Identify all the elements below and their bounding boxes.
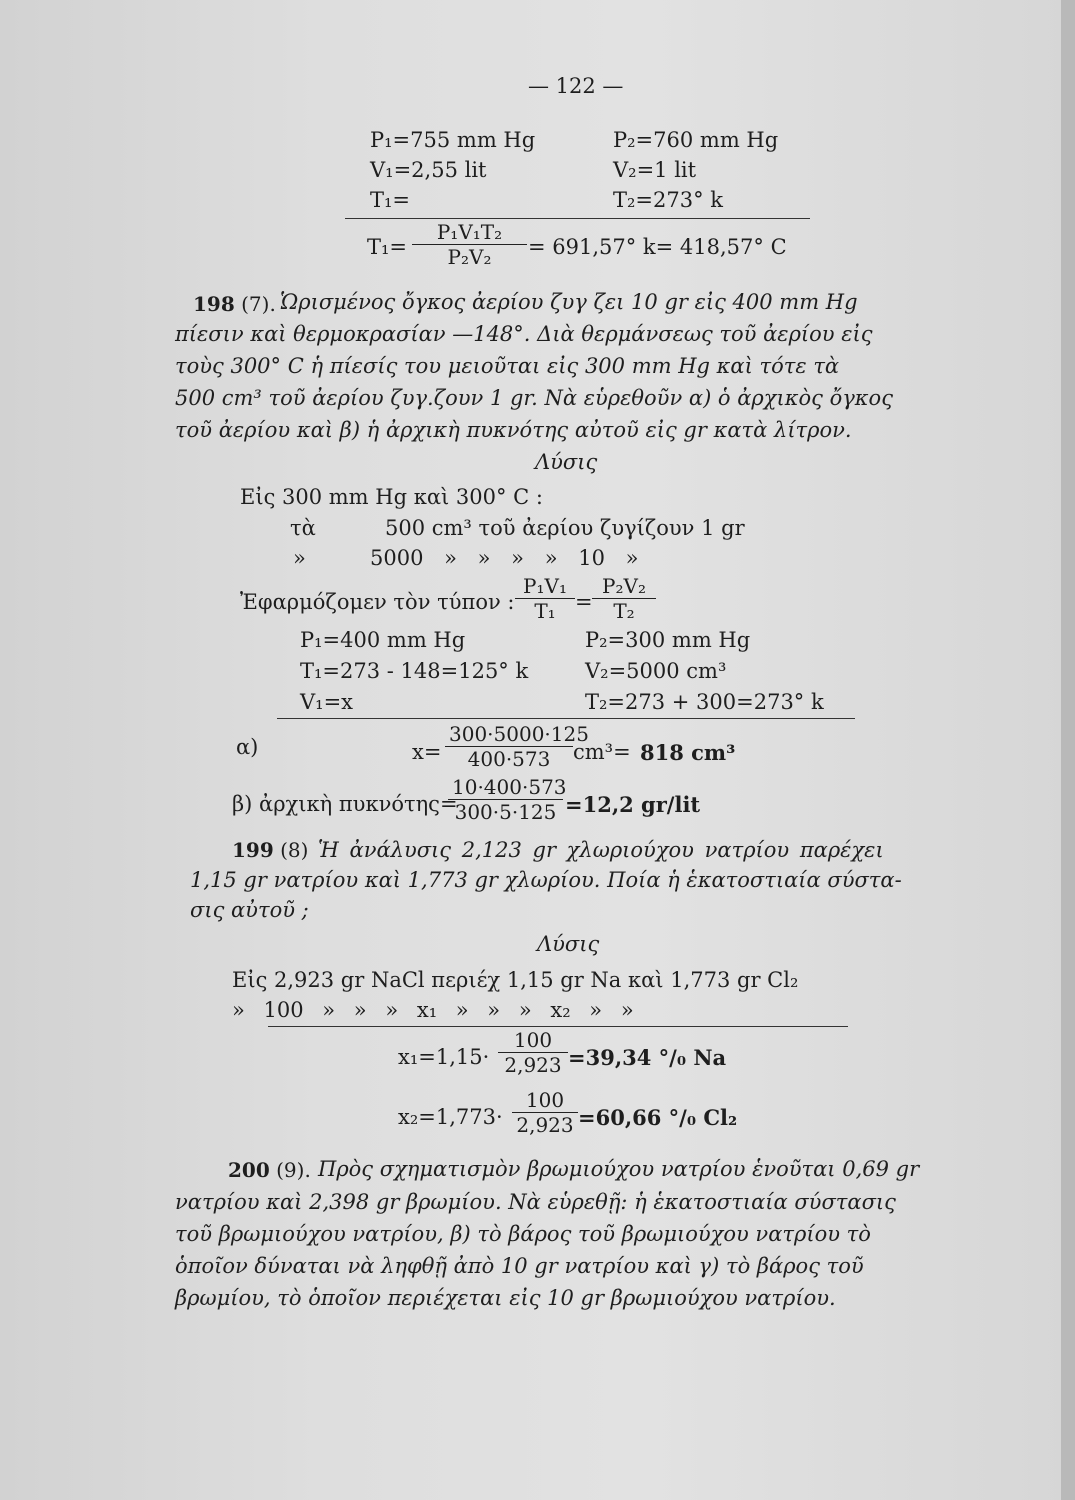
page-number: — 122 — bbox=[528, 74, 624, 98]
problem-199-line-2: 1,15 gr νατρίου καὶ 1,773 gr χλωρίου. Ποία ἡ ἑκατοστιαία σύστα- bbox=[190, 868, 902, 892]
formula-fraction bbox=[412, 220, 527, 269]
problem-200-line-2: νατρίου καὶ 2,398 gr βρωμίου. Νὰ εὑρεθῇ: ἡ ἑκατοστιαία σύστασις bbox=[175, 1190, 896, 1214]
given-t2: T₂=273° k bbox=[613, 188, 724, 212]
problem-200-header bbox=[228, 1158, 311, 1182]
divider bbox=[345, 218, 810, 219]
apply-fraction-1 bbox=[515, 574, 575, 623]
row1-a: τὰ bbox=[290, 516, 316, 540]
given-v1: V₁=2,55 lit bbox=[370, 158, 487, 182]
answer-a-num: 300·5000·125 bbox=[445, 722, 573, 747]
given-t2-b: T₂=273 + 300=273° k bbox=[585, 690, 824, 714]
given-p2-b: P₂=300 mm Hg bbox=[585, 628, 751, 652]
problem-199-line-1: Ἡ ἀνάλυσις 2,123 gr χλωριούχου νατρίου παρέχει bbox=[318, 838, 884, 862]
problem-ref: (7). bbox=[241, 292, 276, 316]
x2-fraction bbox=[512, 1088, 578, 1137]
answer-b-num: 10·400·573 bbox=[448, 775, 563, 800]
apply-label: Ἐφαρμόζομεν τὸν τύπον : bbox=[240, 590, 515, 614]
problem-199-line-3: σις αὐτοῦ ; bbox=[190, 898, 309, 922]
apply-den-2: T₂ bbox=[613, 599, 635, 623]
given-t1-b: T₁=273 - 148=125° k bbox=[300, 659, 529, 683]
apply-den-1: T₁ bbox=[534, 599, 556, 623]
row1-b: 500 cm³ τοῦ ἀερίου ζυγίζουν 1 gr bbox=[385, 516, 745, 540]
problem-number: 199 bbox=[232, 838, 274, 862]
problem-200-line-5: βρωμίου, τὸ ὁποῖον περιέχεται εἰς 10 gr βρωμιούχου νατρίου. bbox=[175, 1286, 836, 1310]
problem-199-header bbox=[232, 838, 308, 862]
answer-a-label: α) bbox=[236, 735, 259, 759]
given-v2: V₂=1 lit bbox=[613, 158, 697, 182]
answer-b-den: 300·5·125 bbox=[454, 800, 557, 824]
given-t1: T₁= bbox=[370, 188, 411, 212]
problem-number: 200 bbox=[228, 1158, 270, 1182]
apply-fraction-2 bbox=[592, 574, 656, 623]
x1-lhs: x₁=1,15· bbox=[398, 1045, 490, 1069]
row2-b: 5000 » » » » 10 » bbox=[370, 546, 639, 570]
problem-200-line-4: ὁποῖον δύναται νὰ ληφθῇ ἀπὸ 10 gr νατρίου καὶ γ) τὸ βάρος τοῦ bbox=[175, 1254, 864, 1278]
problem-200-line-1: Πρὸς σχηματισμὸν βρωμιούχου νατρίου ἑνοῦται 0,69 gr bbox=[318, 1157, 920, 1181]
problem-200-line-3: τοῦ βρωμιούχου νατρίου, β) τὸ βάρος τοῦ βρωμιούχου νατρίου τὸ bbox=[175, 1222, 871, 1246]
answer-b-label: β) ἀρχικὴ πυκνότης= bbox=[232, 792, 458, 816]
x1-den: 2,923 bbox=[504, 1053, 562, 1077]
page-edge bbox=[1061, 0, 1075, 1500]
solution-intro: Εἰς 300 mm Hg καὶ 300° C : bbox=[240, 485, 543, 509]
given-p1-b: P₁=400 mm Hg bbox=[300, 628, 466, 652]
answer-b-fraction bbox=[448, 775, 567, 824]
given-v1-b: V₁=x bbox=[300, 690, 354, 714]
row2-199: » 100 » » » x₁ » » » x₂ » » bbox=[232, 998, 634, 1022]
formula-lhs: T₁= bbox=[367, 235, 408, 259]
problem-198-header bbox=[193, 292, 276, 316]
row2-a: » bbox=[293, 546, 306, 570]
x2-num: 100 bbox=[512, 1088, 578, 1113]
problem-number: 198 bbox=[193, 292, 235, 316]
answer-a-unit: cm³= bbox=[573, 740, 631, 764]
row1-199: Εἰς 2,923 gr NaCl περιέχ 1,15 gr Na καὶ 1,773 gr Cl₂ bbox=[232, 968, 799, 992]
x1-result: =39,34 °/₀ Na bbox=[568, 1045, 727, 1070]
apply-num-1: P₁V₁ bbox=[515, 574, 575, 599]
answer-b-result: =12,2 gr/lit bbox=[565, 792, 701, 817]
problem-198-line-2: πίεσιν καὶ θερμοκρασίαν —148°. Διὰ θερμάνσεως τοῦ ἀερίου εἰς bbox=[175, 322, 873, 346]
x1-num: 100 bbox=[498, 1028, 568, 1053]
divider-2 bbox=[277, 718, 855, 719]
problem-ref: (9). bbox=[276, 1158, 311, 1182]
answer-a-lhs: x= bbox=[412, 740, 442, 764]
x2-result: =60,66 °/₀ Cl₂ bbox=[578, 1105, 738, 1130]
x2-den: 2,923 bbox=[516, 1113, 574, 1137]
divider-3 bbox=[268, 1026, 848, 1027]
problem-198-line-4: 500 cm³ τοῦ ἀερίου ζυγ.ζουν 1 gr. Νὰ εὑρεθοῦν α) ὁ ἀρχικὸς ὄγκος bbox=[175, 386, 893, 410]
solution-title-199: Λύσις bbox=[537, 932, 600, 956]
problem-198-line-1: Ὡρισμένος ὄγκος ἀερίου ζυγ ζει 10 gr εἰς 400 mm Hg bbox=[280, 290, 858, 314]
formula-denominator: P₂V₂ bbox=[447, 245, 492, 269]
answer-a-fraction bbox=[445, 722, 589, 771]
formula-numerator: P₁V₁T₂ bbox=[412, 220, 527, 245]
x1-fraction bbox=[498, 1028, 568, 1077]
apply-eq: = bbox=[575, 590, 593, 614]
given-p2: P₂=760 mm Hg bbox=[613, 128, 779, 152]
formula-result: = 691,57° k= 418,57° C bbox=[528, 235, 787, 259]
given-p1: P₁=755 mm Hg bbox=[370, 128, 536, 152]
problem-198-line-3: τοὺς 300° C ἡ πίεσίς του μειοῦται εἰς 300 mm Hg καὶ τότε τὰ bbox=[175, 354, 840, 378]
problem-ref: (8) bbox=[280, 838, 309, 862]
answer-a-result: 818 cm³ bbox=[640, 740, 736, 765]
solution-title: Λύσις bbox=[535, 450, 598, 474]
apply-num-2: P₂V₂ bbox=[592, 574, 656, 599]
answer-a-den: 400·573 bbox=[467, 747, 551, 771]
x2-lhs: x₂=1,773· bbox=[398, 1105, 503, 1129]
given-v2-b: V₂=5000 cm³ bbox=[585, 659, 727, 683]
problem-198-line-5: τοῦ ἀερίου καὶ β) ἡ ἀρχικὴ πυκνότης αὐτοῦ εἰς gr κατὰ λίτρον. bbox=[175, 418, 852, 442]
